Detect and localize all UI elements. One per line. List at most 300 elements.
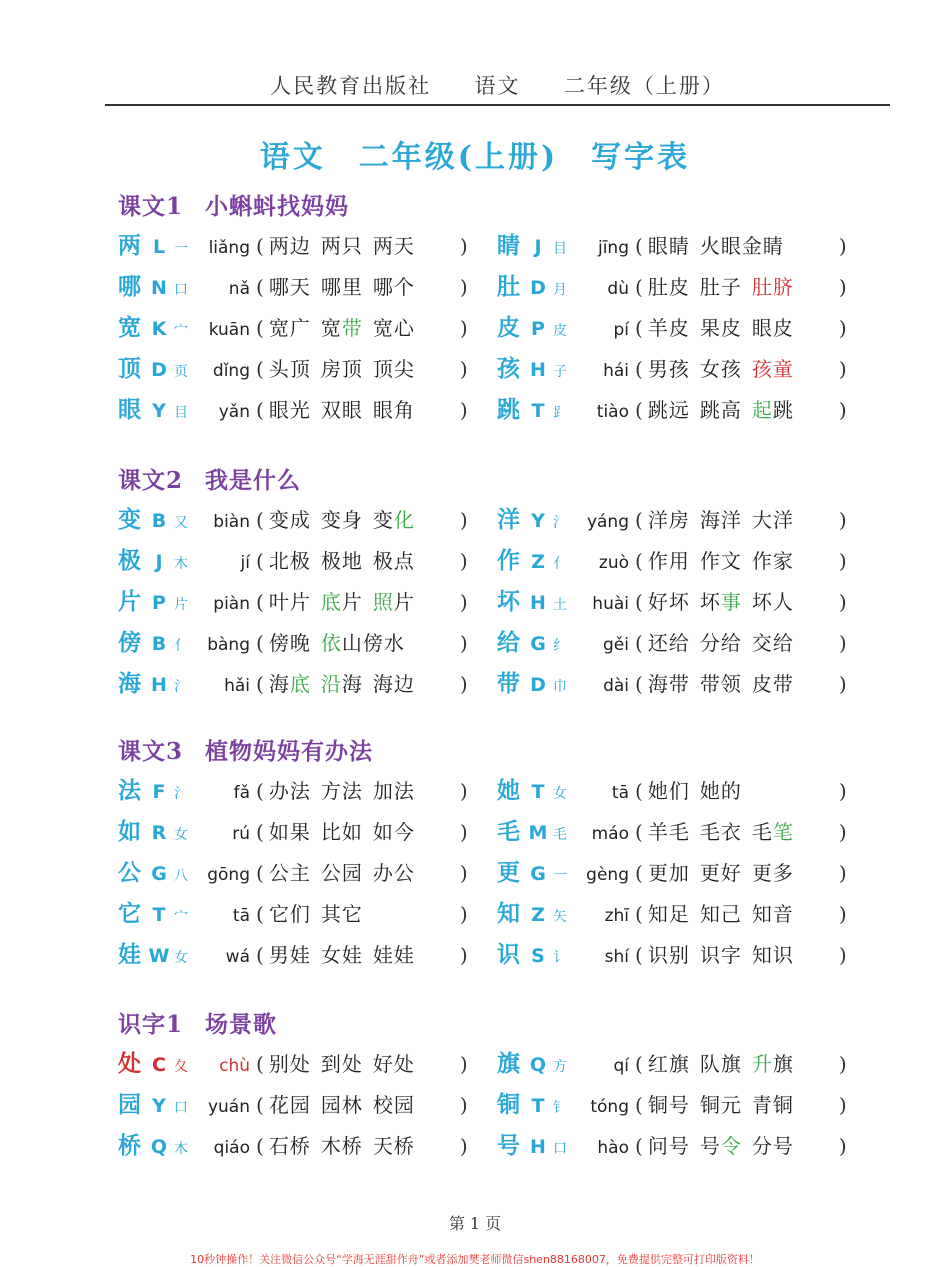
pinyin-initial: T xyxy=(531,781,545,803)
close-paren: ) xyxy=(838,590,847,614)
word-list xyxy=(264,504,460,536)
character-entry xyxy=(118,504,468,536)
word: 眼睛 xyxy=(647,234,690,258)
section-title xyxy=(118,1006,277,1039)
word: 号令 xyxy=(699,1134,742,1158)
word: 男娃 xyxy=(268,943,311,967)
word: 极点 xyxy=(372,549,415,573)
word: 眼角 xyxy=(372,398,415,422)
radical: 子 xyxy=(553,364,567,380)
character-entry xyxy=(497,1130,847,1162)
pinyin: shí xyxy=(604,947,629,967)
word: 肚子 xyxy=(699,275,742,299)
pinyin-initial: Z xyxy=(531,551,545,573)
pinyin: tā xyxy=(232,906,250,926)
word-list xyxy=(264,1089,460,1121)
radical: 目 xyxy=(553,241,567,257)
pinyin: yuán xyxy=(207,1097,250,1117)
word: 肚脐 xyxy=(751,275,794,299)
pinyin-initial: R xyxy=(151,822,167,844)
open-paren: ( xyxy=(635,508,643,532)
radical: ⻊ xyxy=(553,405,567,421)
open-paren: ( xyxy=(635,1093,643,1117)
pinyin: biàn xyxy=(213,512,250,532)
radical: 八 xyxy=(174,868,188,884)
word: 北极 xyxy=(268,549,311,573)
word-list xyxy=(643,1089,839,1121)
pinyin-initial: K xyxy=(151,318,167,340)
word: 坏人 xyxy=(751,590,794,614)
section-label: 课文3 xyxy=(118,738,184,765)
word: 其它 xyxy=(320,902,363,926)
close-paren: ) xyxy=(838,316,847,340)
radical: 皮 xyxy=(553,323,567,339)
radical: 毛 xyxy=(553,827,567,843)
character-entry xyxy=(118,775,468,807)
close-paren: ) xyxy=(838,631,847,655)
close-paren: ) xyxy=(459,549,468,573)
pinyin: yáng xyxy=(586,512,629,532)
pinyin-initial: G xyxy=(530,633,546,655)
pinyin: dài xyxy=(603,676,629,696)
page-title: 语文 二年级(上册) 写字表 xyxy=(259,140,691,175)
open-paren: ( xyxy=(256,1134,264,1158)
close-paren: ) xyxy=(838,1093,847,1117)
word-list xyxy=(643,857,839,889)
character-entry xyxy=(118,312,468,344)
character: 铜 xyxy=(497,1091,520,1118)
pinyin: huài xyxy=(592,594,629,614)
character: 哪 xyxy=(118,273,141,300)
character: 处 xyxy=(118,1050,141,1077)
word: 羊毛 xyxy=(647,820,690,844)
word: 青铜 xyxy=(751,1093,794,1117)
close-paren: ) xyxy=(838,1052,847,1076)
radical: 夂 xyxy=(174,1059,188,1075)
word: 哪里 xyxy=(320,275,363,299)
close-paren: ) xyxy=(459,943,468,967)
word: 海边 xyxy=(372,672,415,696)
page-header xyxy=(105,70,890,106)
character-entry xyxy=(118,1130,468,1162)
character: 洋 xyxy=(497,506,520,533)
radical: 又 xyxy=(174,515,188,531)
pinyin-initial: L xyxy=(152,236,166,258)
close-paren: ) xyxy=(459,672,468,696)
pinyin-initial: T xyxy=(531,400,545,422)
pinyin: zhī xyxy=(604,906,629,926)
pinyin-initial: Y xyxy=(152,400,166,422)
word-list xyxy=(643,271,839,303)
pinyin: kuān xyxy=(208,320,250,340)
close-paren: ) xyxy=(459,820,468,844)
word: 依山傍水 xyxy=(320,631,405,655)
word: 孩童 xyxy=(751,357,794,381)
pinyin-initial: J xyxy=(534,236,542,258)
word: 双眼 xyxy=(320,398,363,422)
word: 宽心 xyxy=(372,316,415,340)
pinyin: tā xyxy=(611,783,629,803)
open-paren: ( xyxy=(256,861,264,885)
word: 肚皮 xyxy=(647,275,690,299)
close-paren: ) xyxy=(838,861,847,885)
pinyin: liǎng xyxy=(208,238,250,258)
close-paren: ) xyxy=(838,234,847,258)
pinyin-initial: D xyxy=(530,674,546,696)
word-list xyxy=(643,230,839,262)
character-entry xyxy=(118,545,468,577)
radical: 亻 xyxy=(174,638,188,654)
pinyin-initial: T xyxy=(152,904,166,926)
character: 法 xyxy=(118,777,141,804)
pinyin-initial: Y xyxy=(531,510,545,532)
open-paren: ( xyxy=(635,672,643,696)
pinyin-initial: B xyxy=(151,510,167,532)
character: 桥 xyxy=(118,1132,141,1159)
radical: 片 xyxy=(174,597,188,613)
pinyin: tiào xyxy=(596,402,629,422)
word: 识别 xyxy=(647,943,690,967)
word: 公主 xyxy=(268,861,311,885)
word: 底片 xyxy=(320,590,363,614)
character: 变 xyxy=(118,506,141,533)
word: 起跳 xyxy=(751,398,794,422)
word: 交给 xyxy=(751,631,794,655)
character: 孩 xyxy=(497,355,520,382)
open-paren: ( xyxy=(635,316,643,340)
word-list xyxy=(643,545,839,577)
open-paren: ( xyxy=(635,398,643,422)
close-paren: ) xyxy=(838,943,847,967)
word-list xyxy=(264,939,460,971)
pinyin-initial: D xyxy=(151,359,167,381)
word: 眼光 xyxy=(268,398,311,422)
open-paren: ( xyxy=(256,357,264,381)
radical: 女 xyxy=(174,950,188,966)
open-paren: ( xyxy=(256,549,264,573)
character-entry xyxy=(497,271,847,303)
character-entry xyxy=(497,816,847,848)
word: 天桥 xyxy=(372,1134,415,1158)
word: 办法 xyxy=(268,779,311,803)
character-entry xyxy=(118,1048,468,1080)
word: 别处 xyxy=(268,1052,311,1076)
radical: 巾 xyxy=(553,679,567,695)
word-list xyxy=(643,1048,839,1080)
word: 洋房 xyxy=(647,508,690,532)
close-paren: ) xyxy=(838,820,847,844)
character-entry xyxy=(497,857,847,889)
open-paren: ( xyxy=(256,902,264,926)
radical: 木 xyxy=(174,1141,188,1157)
pinyin-initial: D xyxy=(530,277,546,299)
pinyin: bàng xyxy=(207,635,250,655)
word: 如果 xyxy=(268,820,311,844)
character: 识 xyxy=(497,941,520,968)
character-entry xyxy=(497,394,847,426)
word-list xyxy=(643,627,839,659)
radical: 纟 xyxy=(553,638,567,654)
word-list xyxy=(643,1130,839,1162)
lesson-name: 我是什么 xyxy=(205,467,302,494)
character-entry xyxy=(118,353,468,385)
word: 红旗 xyxy=(647,1052,690,1076)
character-entry xyxy=(497,898,847,930)
section-title xyxy=(118,462,301,495)
close-paren: ) xyxy=(459,316,468,340)
word: 识字 xyxy=(699,943,742,967)
character: 眼 xyxy=(118,396,141,423)
pinyin-initial: T xyxy=(531,1095,545,1117)
character-entry xyxy=(118,1089,468,1121)
word: 娃娃 xyxy=(372,943,415,967)
word: 照片 xyxy=(372,590,415,614)
pinyin: chù xyxy=(219,1056,250,1076)
word: 果皮 xyxy=(699,316,742,340)
open-paren: ( xyxy=(256,508,264,532)
word: 宽广 xyxy=(268,316,311,340)
character-entry xyxy=(118,394,468,426)
pinyin-initial: C xyxy=(152,1054,166,1076)
pinyin: hǎi xyxy=(224,676,250,696)
close-paren: ) xyxy=(459,779,468,803)
radical: 土 xyxy=(553,597,567,613)
word: 她们 xyxy=(647,779,690,803)
pinyin: dǐng xyxy=(212,361,250,381)
radical: 钅 xyxy=(553,1100,567,1116)
open-paren: ( xyxy=(256,672,264,696)
word-list xyxy=(264,394,460,426)
word: 眼皮 xyxy=(751,316,794,340)
word: 办公 xyxy=(372,861,415,885)
radical: 宀 xyxy=(174,323,188,339)
pinyin: hái xyxy=(603,361,629,381)
radical: 目 xyxy=(174,405,188,421)
close-paren: ) xyxy=(459,398,468,422)
word: 园林 xyxy=(320,1093,363,1117)
radical: 女 xyxy=(174,827,188,843)
close-paren: ) xyxy=(459,1134,468,1158)
word: 问号 xyxy=(647,1134,690,1158)
character: 毛 xyxy=(497,818,520,845)
close-paren: ) xyxy=(459,275,468,299)
character: 肚 xyxy=(497,273,520,300)
character: 带 xyxy=(497,670,520,697)
character-entry xyxy=(118,816,468,848)
word: 头顶 xyxy=(268,357,311,381)
pinyin-initial: Q xyxy=(150,1136,168,1158)
character: 极 xyxy=(118,547,141,574)
radical: 一 xyxy=(553,868,567,884)
open-paren: ( xyxy=(635,631,643,655)
close-paren: ) xyxy=(838,549,847,573)
radical: 宀 xyxy=(174,909,188,925)
pinyin: wá xyxy=(225,947,250,967)
word: 毛衣 xyxy=(699,820,742,844)
word: 海带 xyxy=(647,672,690,696)
word: 木桥 xyxy=(320,1134,363,1158)
word-list xyxy=(264,1048,460,1080)
radical: 木 xyxy=(174,556,188,572)
close-paren: ) xyxy=(838,508,847,532)
open-paren: ( xyxy=(256,316,264,340)
character-entry xyxy=(118,857,468,889)
radical: 口 xyxy=(553,1141,567,1157)
open-paren: ( xyxy=(635,820,643,844)
word: 升旗 xyxy=(751,1052,794,1076)
pinyin: jīng xyxy=(597,238,629,258)
pinyin: pí xyxy=(613,320,629,340)
word: 好坏 xyxy=(647,590,690,614)
word: 叶片 xyxy=(268,590,311,614)
radical: 页 xyxy=(174,364,188,380)
character: 皮 xyxy=(497,314,520,341)
close-paren: ) xyxy=(459,234,468,258)
character-entry xyxy=(118,271,468,303)
pinyin-initial: Z xyxy=(531,904,545,926)
word: 皮带 xyxy=(751,672,794,696)
word: 宽带 xyxy=(320,316,363,340)
pinyin-initial: P xyxy=(152,592,166,614)
word: 房顶 xyxy=(320,357,363,381)
word: 两边 xyxy=(268,234,311,258)
word-list xyxy=(643,312,839,344)
close-paren: ) xyxy=(838,357,847,381)
lesson-name: 场景歌 xyxy=(205,1011,278,1038)
word-list xyxy=(643,394,839,426)
pinyin: tóng xyxy=(590,1097,629,1117)
pinyin: yǎn xyxy=(218,402,250,422)
open-paren: ( xyxy=(256,234,264,258)
character: 两 xyxy=(118,232,141,259)
open-paren: ( xyxy=(635,779,643,803)
word: 还给 xyxy=(647,631,690,655)
word: 分号 xyxy=(751,1134,794,1158)
word-list xyxy=(643,353,839,385)
open-paren: ( xyxy=(256,275,264,299)
open-paren: ( xyxy=(256,943,264,967)
character-entry xyxy=(497,1048,847,1080)
word: 更好 xyxy=(699,861,742,885)
word: 坏事 xyxy=(699,590,742,614)
close-paren: ) xyxy=(459,357,468,381)
pinyin: fǎ xyxy=(233,783,250,803)
word: 男孩 xyxy=(647,357,690,381)
radical: 氵 xyxy=(174,786,188,802)
word-list xyxy=(643,939,839,971)
character: 更 xyxy=(497,859,520,886)
word: 公园 xyxy=(320,861,363,885)
close-paren: ) xyxy=(459,1052,468,1076)
lesson-name: 植物妈妈有办法 xyxy=(205,738,374,765)
pinyin: gōng xyxy=(207,865,250,885)
word: 作家 xyxy=(751,549,794,573)
pinyin: gèng xyxy=(586,865,629,885)
character-entry xyxy=(118,898,468,930)
pinyin: gěi xyxy=(603,635,629,655)
character: 如 xyxy=(118,818,141,845)
pinyin: qiáo xyxy=(213,1138,250,1158)
word-list xyxy=(264,898,460,930)
character: 顶 xyxy=(118,355,141,382)
open-paren: ( xyxy=(635,1134,643,1158)
radical: 女 xyxy=(553,786,567,802)
word: 它们 xyxy=(268,902,311,926)
character-entry xyxy=(118,230,468,262)
pinyin-initial: G xyxy=(530,863,546,885)
character: 作 xyxy=(497,547,520,574)
word: 花园 xyxy=(268,1093,311,1117)
word: 变化 xyxy=(372,508,415,532)
word: 加法 xyxy=(372,779,415,803)
word: 女孩 xyxy=(699,357,742,381)
section-label: 课文1 xyxy=(118,193,184,220)
word: 两只 xyxy=(320,234,363,258)
open-paren: ( xyxy=(635,902,643,926)
pinyin: hào xyxy=(597,1138,629,1158)
word: 火眼金睛 xyxy=(699,234,784,258)
word: 哪天 xyxy=(268,275,311,299)
word-list xyxy=(643,586,839,618)
word: 羊皮 xyxy=(647,316,690,340)
character-entry xyxy=(497,1089,847,1121)
subject: 语文 xyxy=(474,74,521,98)
word-list xyxy=(643,816,839,848)
character: 公 xyxy=(118,859,141,886)
footer-note: 10秒钟操作！关注微信公众号“学海无涯甜作舟”或者添加樊老师微信shen88168007，免费提供完整可打印版资料！ xyxy=(190,1253,760,1266)
word: 女娃 xyxy=(320,943,363,967)
character-entry xyxy=(497,939,847,971)
character: 娃 xyxy=(118,941,141,968)
word: 方法 xyxy=(320,779,363,803)
radical: 氵 xyxy=(174,679,188,695)
word-list xyxy=(264,545,460,577)
word: 毛笔 xyxy=(751,820,794,844)
open-paren: ( xyxy=(256,1052,264,1076)
radical: 一 xyxy=(174,241,188,257)
character: 跳 xyxy=(497,396,520,423)
open-paren: ( xyxy=(635,275,643,299)
word: 石桥 xyxy=(268,1134,311,1158)
word: 分给 xyxy=(699,631,742,655)
open-paren: ( xyxy=(256,398,264,422)
word-list xyxy=(264,271,460,303)
character-entry xyxy=(497,353,847,385)
close-paren: ) xyxy=(459,631,468,655)
word-list xyxy=(643,668,839,700)
close-paren: ) xyxy=(459,1093,468,1117)
word: 如今 xyxy=(372,820,415,844)
word: 跳高 xyxy=(699,398,742,422)
word: 到处 xyxy=(320,1052,363,1076)
word: 校园 xyxy=(372,1093,415,1117)
word-list xyxy=(264,230,460,262)
pinyin-initial: S xyxy=(531,945,545,967)
close-paren: ) xyxy=(838,672,847,696)
open-paren: ( xyxy=(256,820,264,844)
pinyin: máo xyxy=(591,824,629,844)
radical: 月 xyxy=(553,282,567,298)
close-paren: ) xyxy=(838,398,847,422)
word-list xyxy=(264,1130,460,1162)
character-entry xyxy=(497,627,847,659)
pinyin-initial: W xyxy=(148,945,170,967)
character: 它 xyxy=(118,900,141,927)
word: 铜号 xyxy=(647,1093,690,1117)
word: 更加 xyxy=(647,861,690,885)
word: 她的 xyxy=(699,779,742,803)
pinyin-initial: M xyxy=(528,822,548,844)
